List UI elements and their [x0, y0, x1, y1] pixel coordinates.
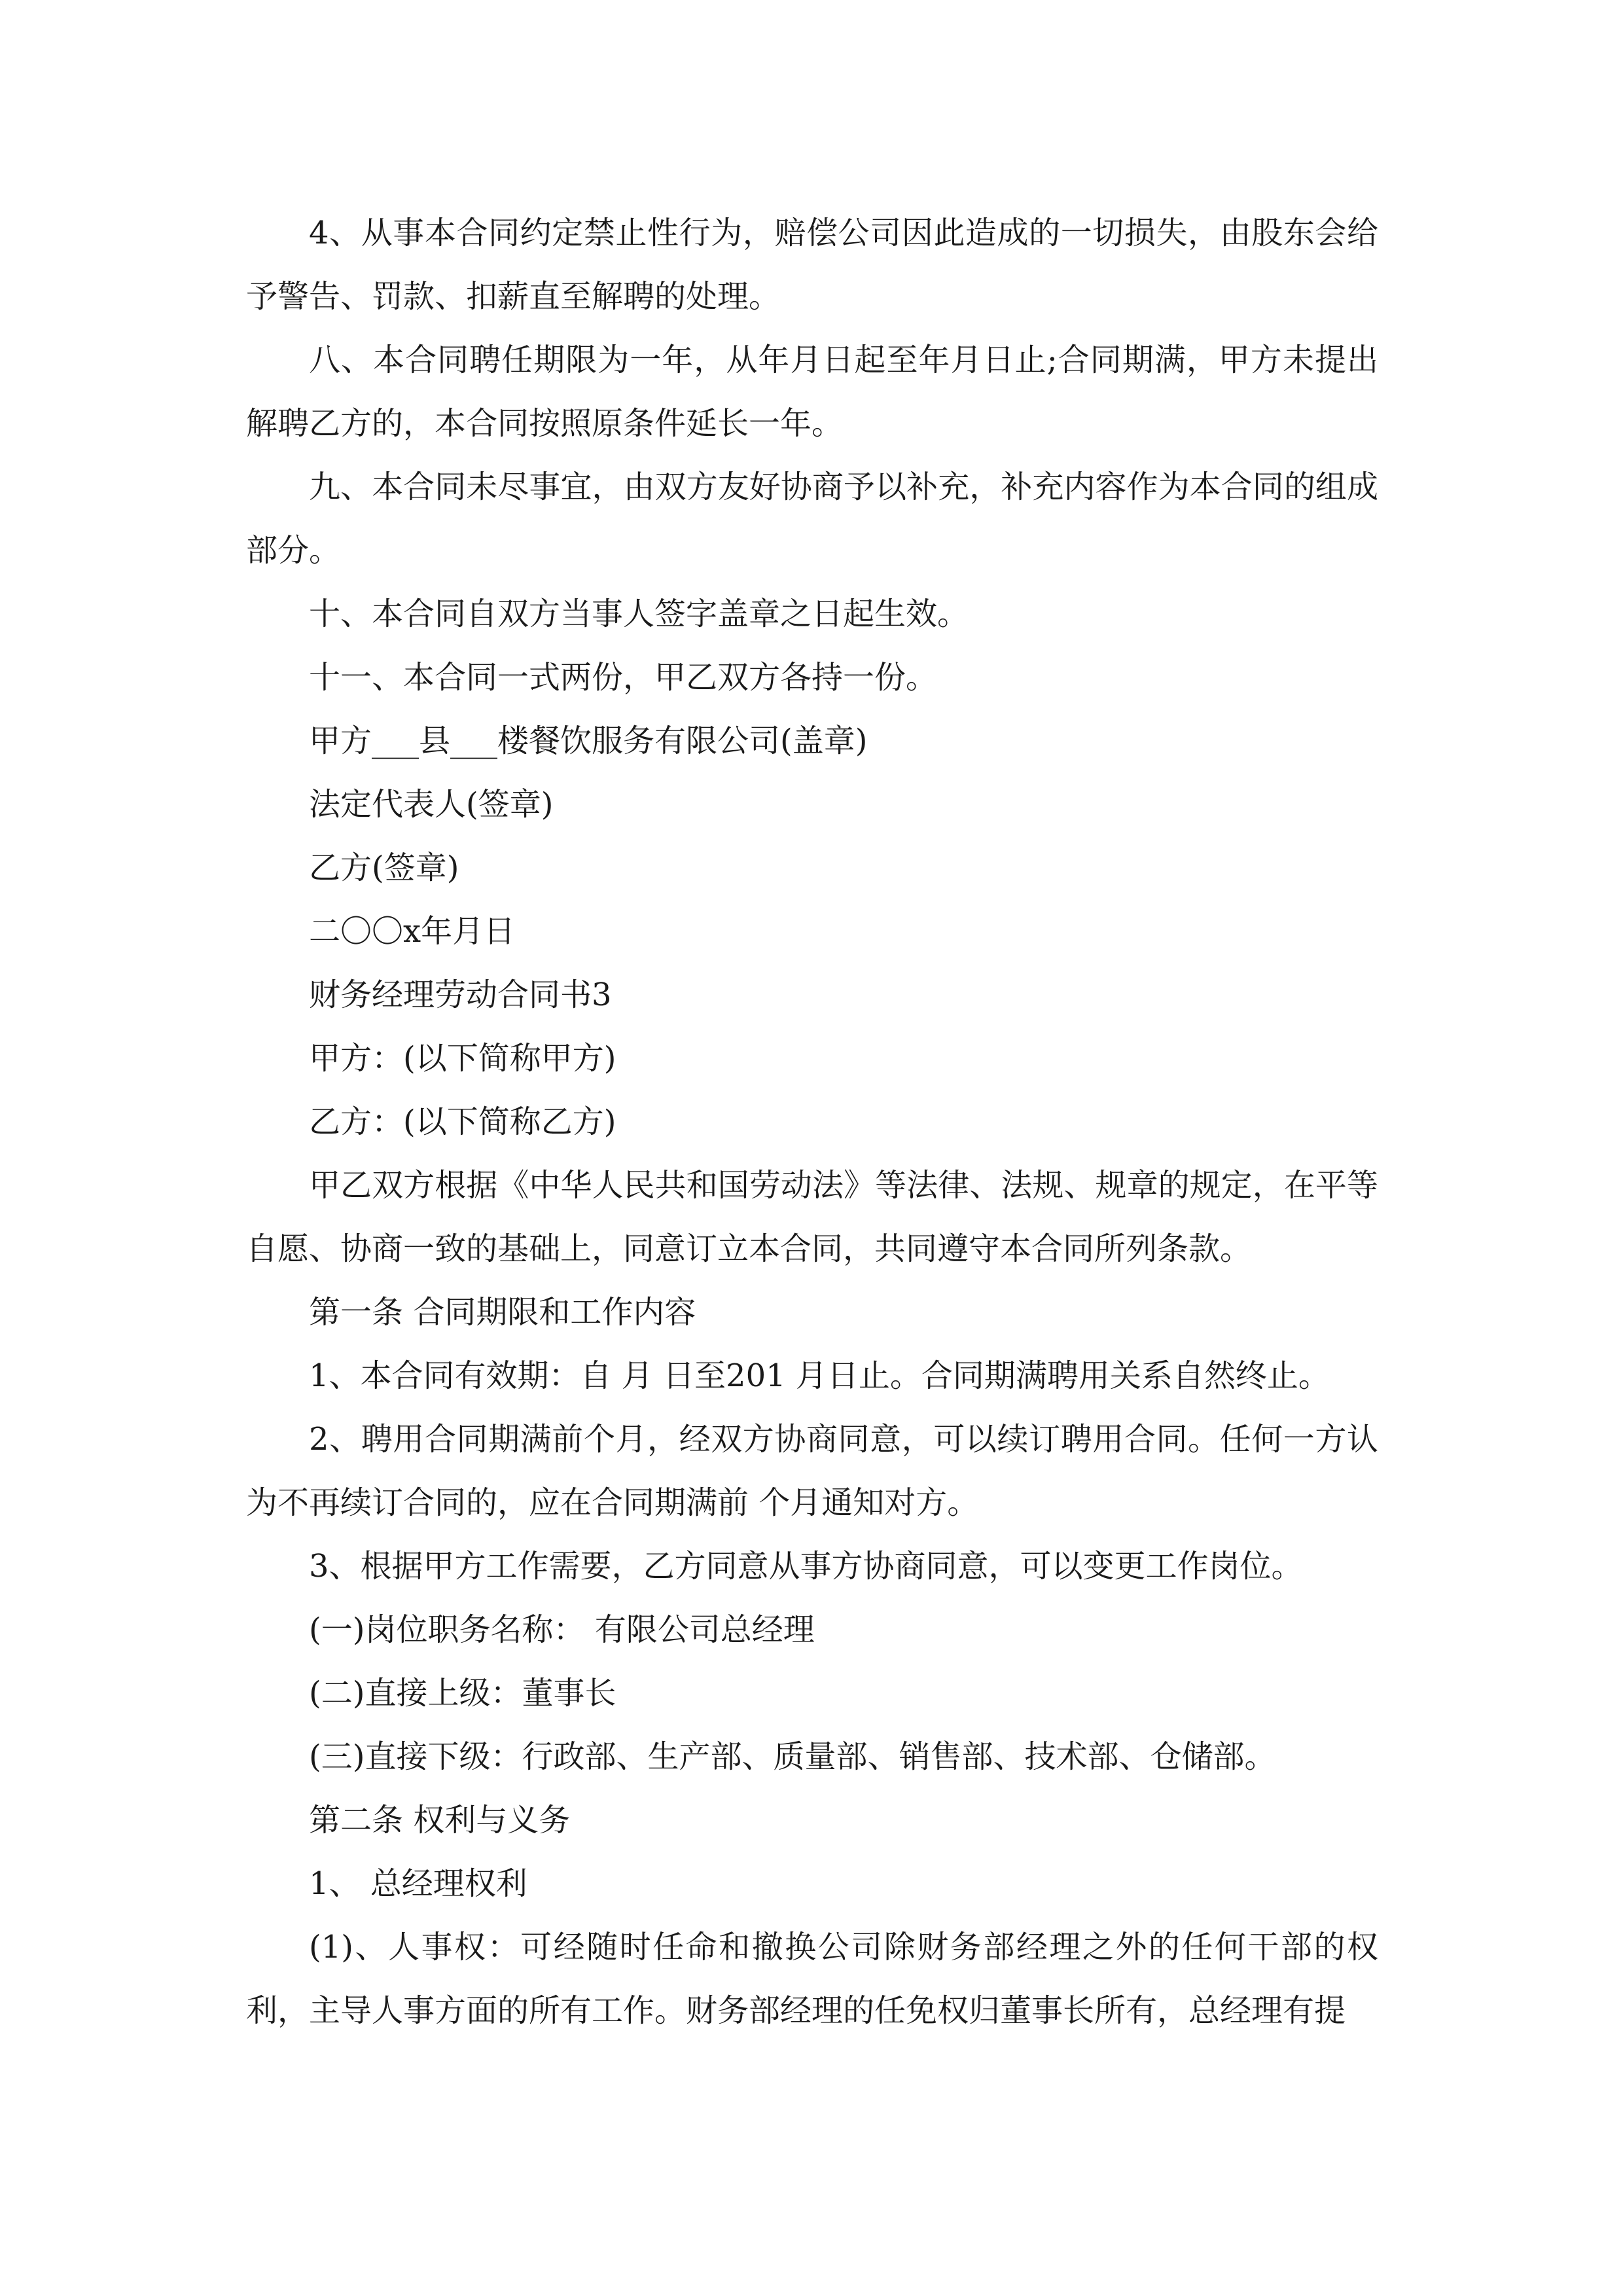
party-a-signature-line: 甲方___县___楼餐饮服务有限公司(盖章) — [309, 723, 868, 759]
party-b-signature-line: 乙方(签章) — [309, 850, 459, 886]
paragraph-article-8-term: 八、本合同聘任期限为一年，从年月日起至年月日止;合同期满，甲方未提出解聘乙方的，本合同按照原条件延长一年。 — [246, 342, 1378, 442]
paragraph-article-10-effective: 十、本合同自双方当事人签字盖章之日起生效。 — [309, 596, 969, 632]
legal-representative-line: 法定代表人(签章) — [309, 786, 554, 823]
paragraph-term-validity: 1、本合同有效期：自 月 日至201 月日止。合同期满聘用关系自然终止。 — [309, 1357, 1330, 1394]
contract-title: 财务经理劳动合同书3 — [309, 977, 612, 1013]
paragraph-renewal: 2、聘用合同期满前个月，经双方协商同意，可以续订聘用合同。任何一方认为不再续订合同的，应在合同期满前 个月通知对方。 — [246, 1421, 1378, 1521]
paragraph-position-change: 3、根据甲方工作需要，乙方同意从事方协商同意，可以变更工作岗位。 — [309, 1548, 1303, 1585]
paragraph-article-11-copies: 十一、本合同一式两份，甲乙双方各持一份。 — [309, 659, 938, 696]
direct-subordinates-line: (三)直接下级：行政部、生产部、质量部、销售部、技术部、仓储部。 — [309, 1738, 1276, 1775]
paragraph-clause-4-penalty: 4、从事本合同约定禁止性行为，赔偿公司因此造成的一切损失，由股东会给予警告、罚款、扣薪直至解聘的处理。 — [246, 215, 1378, 315]
paragraph-preamble: 甲乙双方根据《中华人民共和国劳动法》等法律、法规、规章的规定，在平等自愿、协商一致的基础上，同意订立本合同，共同遵守本合同所列条款。 — [246, 1167, 1378, 1267]
document-body — [246, 202, 1378, 2043]
position-title-line: (一)岗位职务名称： 有限公司总经理 — [309, 1611, 815, 1648]
subheading-gm-rights: 1、 总经理权利 — [309, 1865, 527, 1902]
date-line: 二〇〇x年月日 — [309, 913, 516, 950]
paragraph-personnel-rights: (1)、人事权：可经随时任命和撤换公司除财务部经理之外的任何干部的权利，主导人事方面的所有工作。财务部经理的任免权归董事长所有，总经理有提 — [246, 1929, 1378, 2029]
direct-superior-line: (二)直接上级：董事长 — [309, 1675, 616, 1712]
section-heading-article-1: 第一条 合同期限和工作内容 — [309, 1294, 696, 1331]
party-b-line: 乙方：(以下简称乙方) — [309, 1103, 616, 1140]
paragraph-article-9-supplement: 九、本合同未尽事宜，由双方友好协商予以补充，补充内容作为本合同的组成部分。 — [246, 469, 1378, 569]
section-heading-article-2: 第二条 权利与义务 — [309, 1802, 571, 1839]
party-a-line: 甲方：(以下简称甲方) — [309, 1040, 616, 1077]
